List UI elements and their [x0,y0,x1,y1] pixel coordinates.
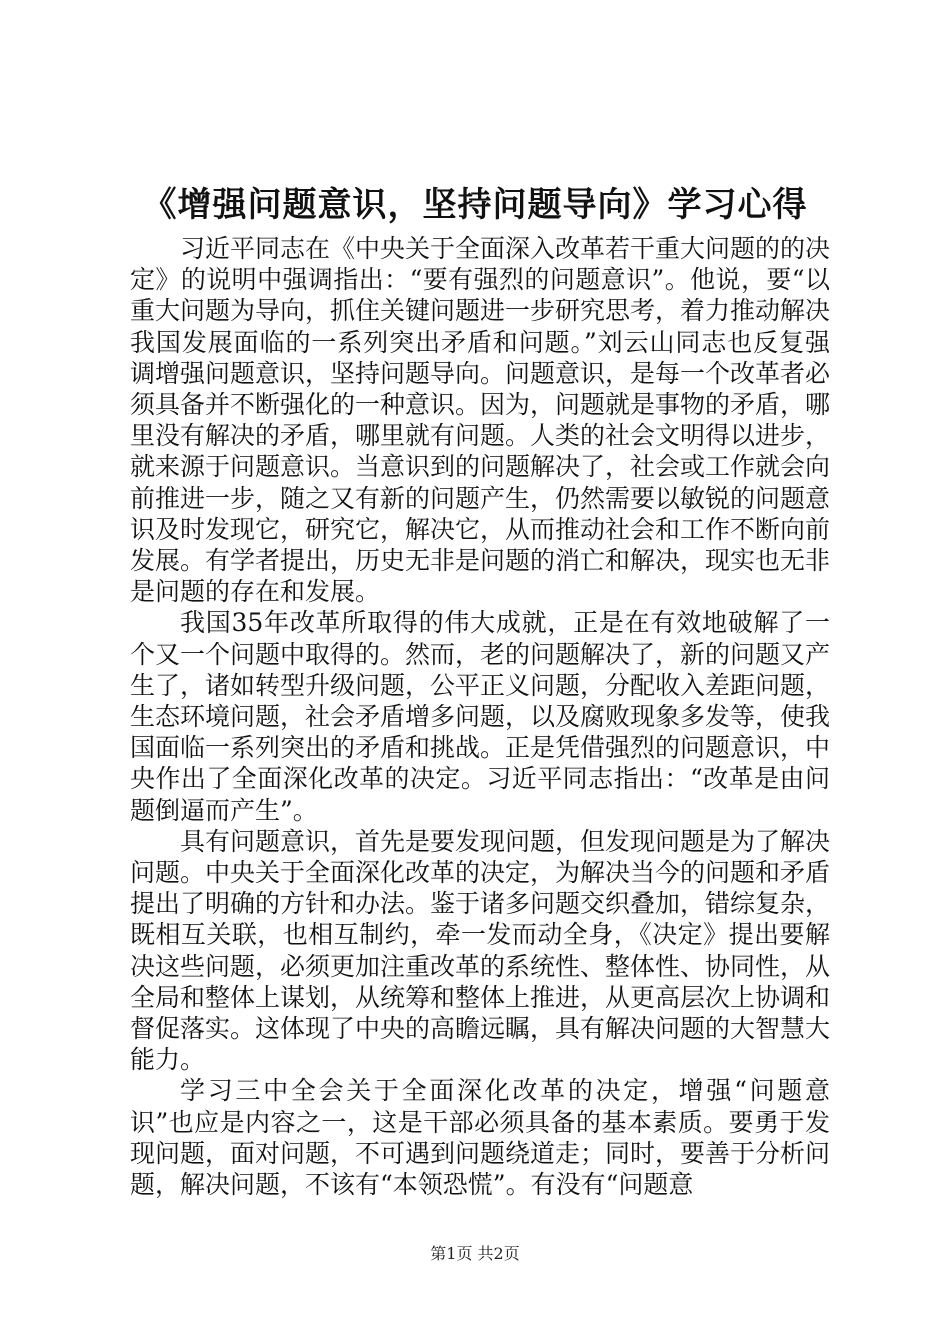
document-title: 《增强问题意识，坚持问题导向》学习心得 [142,185,808,225]
document-body [130,233,830,1200]
paragraph-4: 学习三中全会关于全面深化改革的决定，增强“问题意识”也应是内容之一，这是干部必须具备的基本素质。要勇于发现问题，面对问题，不可遇到问题绕道走；同时，要善于分析问题，解决问题，不该有“本领恐慌”。有没有“问题意 [130,1076,831,1200]
paragraph-3: 具有问题意识，首先是要发现问题，但发现问题是为了解决问题。中央关于全面深化改革的决定，为解决当今的问题和矛盾提出了明确的方针和办法。鉴于诸多问题交织叠加，错综复杂，既相互关联，也相互制约，牵一发而动全身，《决定》提出要解决这些问题，必须更加注重改革的系统性、整体性、协同性，从全局和整体上谋划，从统筹和整体上推进，从更高层次上协调和督促落实。这体现了中央的高瞻远瞩，具有解决问题的大智慧大能力。 [130,826,831,1075]
page-number: 第1页 共2页 [430,1244,520,1263]
paragraph-2: 我国35年改革所取得的伟大成就，正是在有效地破解了一个又一个问题中取得的。然而，老的问题解决了，新的问题又产生了，诸如转型升级问题，公平正义问题，分配收入差距问题，生态环境问题，社会矛盾增多问题，以及腐败现象多发等，使我国面临一系列突出的矛盾和挑战。正是凭借强烈的问题意识，中央作出了全面深化改革的决定。习近平同志指出：“改革是由问题倒逼而产生”。 [130,608,831,825]
paragraph-1: 习近平同志在《中央关于全面深入改革若干重大问题的的决定》的说明中强调指出：“要有强烈的问题意识”。他说，要“以重大问题为导向，抓住关键问题进一步研究思考，着力推动解决我国发展面临的一系列突出矛盾和问题。”刘云山同志也反复强调增强问题意识，坚持问题导向。问题意识，是每一个改革者必须具备并不断强化的一种意识。因为，问题就是事物的矛盾，哪里没有解决的矛盾，哪里就有问题。人类的社会文明得以进步，就来源于问题意识。当意识到的问题解决了，社会或工作就会向前推进一步，随之又有新的问题产生，仍然需要以敏锐的问题意识及时发现它，研究它，解决它，从而推动社会和工作不断向前发展。有学者提出，历史无非是问题的消亡和解决，现实也无非是问题的存在和发展。 [130,234,831,607]
